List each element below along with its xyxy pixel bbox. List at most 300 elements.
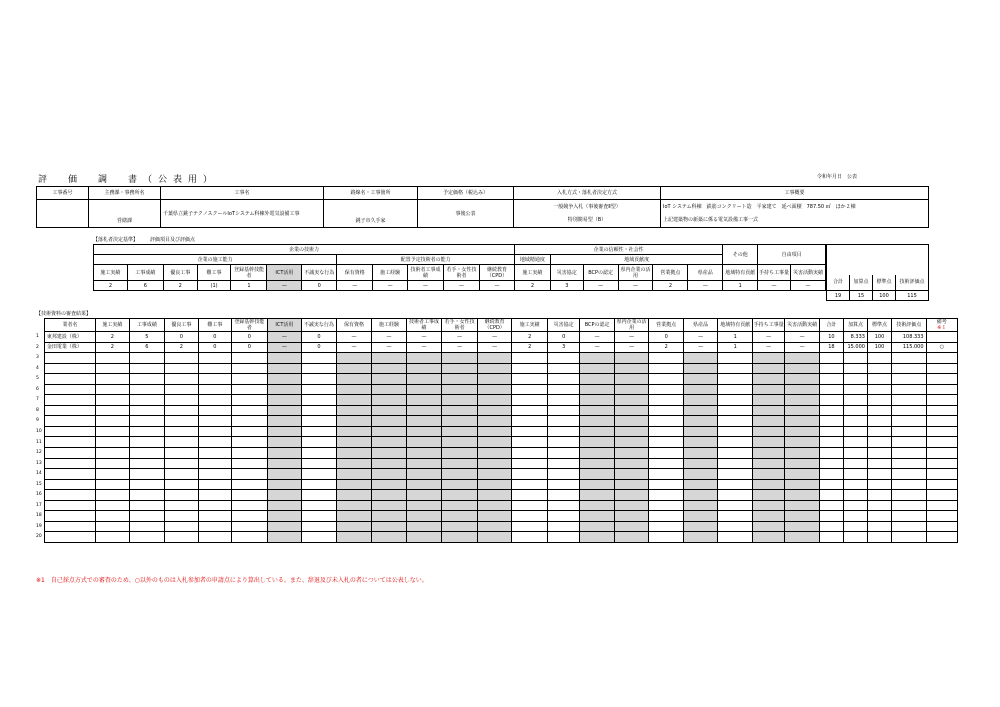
empty-cell xyxy=(129,532,165,543)
empty-cell xyxy=(892,426,927,437)
empty-cell xyxy=(892,374,927,385)
empty-cell xyxy=(683,374,718,385)
score-cell: — xyxy=(614,342,649,353)
item-header: 施工経験 xyxy=(373,265,408,281)
empty-cell xyxy=(867,458,891,469)
empty-cell xyxy=(442,395,478,406)
empty-cell xyxy=(477,416,512,427)
empty-cell xyxy=(649,458,684,469)
empty-cell xyxy=(683,405,718,416)
empty-cell xyxy=(843,521,867,532)
empty-cell xyxy=(580,374,615,385)
empty-cell xyxy=(372,479,407,490)
empty-cell xyxy=(892,458,927,469)
empty-cell xyxy=(165,479,198,490)
empty-cell xyxy=(406,521,442,532)
empty-cell xyxy=(165,521,198,532)
summary-value: 100 xyxy=(873,291,896,301)
item-header: 登録基幹技能者 xyxy=(231,265,267,281)
row-number: 10 xyxy=(36,429,42,434)
empty-cell xyxy=(372,511,407,522)
score-cell: — xyxy=(683,332,718,343)
empty-cell xyxy=(302,448,337,459)
empty-cell xyxy=(926,490,957,501)
empty-cell xyxy=(129,448,165,459)
row-number-header xyxy=(36,319,44,332)
row-number: 3 xyxy=(36,355,39,361)
empty-cell xyxy=(926,500,957,511)
empty-cell xyxy=(752,353,784,364)
empty-cell xyxy=(232,500,268,511)
item-header: 継続教育（CPD） xyxy=(479,265,514,281)
item-header: BCPの認定 xyxy=(580,319,615,332)
empty-cell xyxy=(442,532,478,543)
empty-cell xyxy=(843,448,867,459)
empty-cell xyxy=(336,458,372,469)
empty-cell xyxy=(336,521,372,532)
empty-cell xyxy=(819,384,843,395)
empty-cell xyxy=(267,416,302,427)
empty-cell xyxy=(512,405,548,416)
empty-cell xyxy=(843,395,867,406)
empty-cell xyxy=(477,448,512,459)
score-cell: — xyxy=(752,342,784,353)
empty-cell xyxy=(267,479,302,490)
empty-cell xyxy=(785,374,820,385)
empty-cell xyxy=(614,437,649,448)
score-cell: 0 xyxy=(232,342,268,353)
empty-cell xyxy=(867,395,891,406)
empty-cell xyxy=(843,458,867,469)
empty-cell xyxy=(512,395,548,406)
score-cell: 0 xyxy=(165,332,198,343)
criteria-summary-table xyxy=(826,244,929,301)
empty-cell xyxy=(718,490,753,501)
empty-cell xyxy=(96,395,129,406)
empty-cell xyxy=(752,469,784,480)
empty-cell xyxy=(819,469,843,480)
empty-cell xyxy=(198,490,231,501)
empty-cell xyxy=(96,532,129,543)
empty-cell xyxy=(649,448,684,459)
empty-cell xyxy=(96,374,129,385)
review-header-row xyxy=(36,319,958,332)
empty-cell xyxy=(926,353,957,364)
empty-cell xyxy=(477,426,512,437)
footnote: ※1 自己採点方式での審査のため、○以外のものは入札参加者の申請点により算出している。また、辞退及び未入札の者については公表しない。 xyxy=(36,577,428,584)
summary-cell-1: IoT システム科棟 鉄筋コンクリート造 平家建て 延べ面積 787.50 ㎡ ほか２棟 xyxy=(661,200,929,214)
score-cell: — xyxy=(336,342,372,353)
empty-cell xyxy=(232,363,268,374)
empty-cell xyxy=(649,511,684,522)
empty-cell xyxy=(129,479,165,490)
table-row xyxy=(36,395,958,406)
empty-cell xyxy=(406,363,442,374)
empty-cell xyxy=(232,458,268,469)
item-header: 県産品 xyxy=(683,319,718,332)
criteria-value: — xyxy=(373,281,408,291)
header-cell: 工事名 xyxy=(161,187,324,200)
sub-contrib: 地域貢献度 xyxy=(550,255,722,265)
item-header: 県産品 xyxy=(688,265,723,281)
score-cell: — xyxy=(614,332,649,343)
criteria-value: — xyxy=(337,281,373,291)
empty-cell xyxy=(406,479,442,490)
empty-cell xyxy=(785,490,820,501)
item-header: 県内企業の活用 xyxy=(618,265,653,281)
empty-cell xyxy=(547,384,579,395)
empty-cell xyxy=(44,363,95,374)
empty-cell xyxy=(336,437,372,448)
empty-cell xyxy=(96,469,129,480)
empty-cell xyxy=(649,532,684,543)
empty-cell xyxy=(867,532,891,543)
empty-cell xyxy=(44,521,95,532)
empty-cell xyxy=(614,448,649,459)
empty-cell xyxy=(512,479,548,490)
empty-cell xyxy=(614,500,649,511)
empty-cell xyxy=(926,479,957,490)
empty-cell xyxy=(477,490,512,501)
empty-cell xyxy=(442,500,478,511)
row-number: 15 xyxy=(36,481,42,487)
summary-value: 19 xyxy=(827,291,850,301)
score-cell: — xyxy=(477,342,512,353)
empty-cell xyxy=(547,363,579,374)
row-number: 11 xyxy=(36,439,42,445)
empty-cell xyxy=(649,490,684,501)
other-header: その他 xyxy=(723,245,758,265)
std-cell: 100 xyxy=(867,332,891,343)
empty-cell xyxy=(372,374,407,385)
empty-cell xyxy=(336,469,372,480)
row-number: 18 xyxy=(36,513,42,519)
empty-cell xyxy=(442,353,478,364)
empty-cell xyxy=(892,500,927,511)
empty-cell xyxy=(96,500,129,511)
row-number: 12 xyxy=(36,450,42,456)
table-row xyxy=(36,342,958,353)
summary-header: 技術評価点 xyxy=(892,319,927,332)
empty-cell xyxy=(580,405,615,416)
item-header: 優良工事 xyxy=(165,319,198,332)
empty-cell xyxy=(867,416,891,427)
item-header: 工事成績 xyxy=(129,319,165,332)
empty-cell xyxy=(547,532,579,543)
empty-cell xyxy=(752,395,784,406)
remarks-footnote-ref: ※１ xyxy=(937,325,947,331)
empty-cell xyxy=(752,363,784,374)
criteria-value: — xyxy=(758,281,791,291)
score-cell: 2 xyxy=(96,332,129,343)
empty-cell xyxy=(44,437,95,448)
empty-cell xyxy=(232,437,268,448)
empty-cell xyxy=(477,437,512,448)
row-number: 17 xyxy=(36,502,42,508)
empty-cell xyxy=(477,469,512,480)
table-row xyxy=(36,353,958,364)
score-cell: 0 xyxy=(547,332,579,343)
row-number: 20 xyxy=(36,534,42,540)
empty-cell xyxy=(512,384,548,395)
empty-cell xyxy=(892,416,927,427)
criteria-value: 2 xyxy=(653,281,688,291)
row-number: 13 xyxy=(36,460,42,466)
empty-cell xyxy=(683,511,718,522)
empty-cell xyxy=(683,353,718,364)
empty-cell xyxy=(406,500,442,511)
empty-cell xyxy=(165,511,198,522)
empty-cell xyxy=(785,479,820,490)
empty-cell xyxy=(512,500,548,511)
empty-cell xyxy=(614,426,649,437)
empty-cell xyxy=(198,500,231,511)
table-row xyxy=(36,490,958,501)
score-cell: — xyxy=(683,342,718,353)
empty-cell xyxy=(372,532,407,543)
empty-cell xyxy=(614,363,649,374)
score-cell: — xyxy=(442,332,478,343)
empty-cell xyxy=(198,426,231,437)
empty-cell xyxy=(267,363,302,374)
empty-cell xyxy=(302,490,337,501)
empty-cell xyxy=(442,511,478,522)
empty-cell xyxy=(267,353,302,364)
sub-local: 地域精通度 xyxy=(514,255,550,265)
empty-cell xyxy=(165,416,198,427)
empty-cell xyxy=(232,405,268,416)
score-cell: — xyxy=(442,342,478,353)
empty-cell xyxy=(892,353,927,364)
empty-cell xyxy=(843,426,867,437)
score-cell: 3 xyxy=(547,342,579,353)
criteria-value: 3 xyxy=(550,281,583,291)
empty-cell xyxy=(843,511,867,522)
company-header: 業者名 xyxy=(44,319,95,332)
empty-cell xyxy=(926,532,957,543)
empty-cell xyxy=(372,426,407,437)
header-cell: 主務課・事務所名 xyxy=(89,187,161,200)
item-header: 地域特有貢献 xyxy=(723,265,758,281)
empty-cell xyxy=(547,458,579,469)
empty-cell xyxy=(302,437,337,448)
score-cell: 6 xyxy=(129,342,165,353)
empty-cell xyxy=(718,500,753,511)
empty-cell xyxy=(198,448,231,459)
item-header: 災害活動実績 xyxy=(790,265,825,281)
empty-cell xyxy=(267,448,302,459)
table-row xyxy=(36,458,958,469)
method-cell-1: 一般競争入札（事後審査Ⅱ型） xyxy=(514,200,661,214)
score-cell: — xyxy=(580,342,615,353)
empty-cell xyxy=(406,469,442,480)
summary-value: 115 xyxy=(896,291,929,301)
criteria-value: — xyxy=(444,281,480,291)
item-header: 災害活動実績 xyxy=(785,319,820,332)
empty-cell xyxy=(614,395,649,406)
empty-cell xyxy=(867,374,891,385)
empty-cell xyxy=(926,437,957,448)
empty-cell xyxy=(96,479,129,490)
empty-cell xyxy=(892,405,927,416)
empty-cell xyxy=(819,458,843,469)
empty-cell xyxy=(372,458,407,469)
empty-cell xyxy=(302,374,337,385)
score-cell: 2 xyxy=(165,342,198,353)
header-cell: 予定価格（税込み） xyxy=(418,187,514,200)
item-header: 保有資格 xyxy=(336,319,372,332)
empty-cell xyxy=(649,384,684,395)
empty-cell xyxy=(785,532,820,543)
empty-cell xyxy=(843,353,867,364)
empty-cell xyxy=(614,384,649,395)
empty-cell xyxy=(892,469,927,480)
empty-cell xyxy=(336,448,372,459)
empty-cell xyxy=(926,384,957,395)
empty-cell xyxy=(752,511,784,522)
add-cell: 8.333 xyxy=(843,332,867,343)
empty-cell xyxy=(718,532,753,543)
empty-cell xyxy=(892,437,927,448)
empty-cell xyxy=(406,384,442,395)
item-header: 災害協定 xyxy=(550,265,583,281)
empty-cell xyxy=(614,479,649,490)
empty-cell xyxy=(867,500,891,511)
empty-cell xyxy=(198,374,231,385)
score-cell: — xyxy=(580,332,615,343)
empty-cell xyxy=(718,374,753,385)
empty-cell xyxy=(752,416,784,427)
score-cell: — xyxy=(477,332,512,343)
empty-cell xyxy=(267,490,302,501)
empty-cell xyxy=(819,437,843,448)
empty-cell xyxy=(649,353,684,364)
empty-cell xyxy=(302,384,337,395)
empty-cell xyxy=(867,363,891,374)
item-header: 施工経験 xyxy=(372,319,407,332)
empty-cell xyxy=(683,384,718,395)
header-cell: 入札方式・落札者決定方式 xyxy=(514,187,661,200)
criteria-value: — xyxy=(583,281,618,291)
empty-cell xyxy=(165,469,198,480)
empty-cell xyxy=(477,458,512,469)
empty-cell xyxy=(44,511,95,522)
total-cell: 10 xyxy=(819,332,843,343)
item-header: 手持ち工事量 xyxy=(752,319,784,332)
empty-cell xyxy=(819,416,843,427)
empty-cell xyxy=(129,426,165,437)
empty-cell xyxy=(843,384,867,395)
empty-cell xyxy=(96,416,129,427)
row-number: 9 xyxy=(36,418,39,424)
empty-cell xyxy=(512,416,548,427)
empty-cell xyxy=(843,469,867,480)
add-cell: 15.000 xyxy=(843,342,867,353)
empty-cell xyxy=(165,437,198,448)
empty-cell xyxy=(372,448,407,459)
score-cell: — xyxy=(785,332,820,343)
empty-cell xyxy=(165,384,198,395)
empty-cell xyxy=(614,490,649,501)
empty-cell xyxy=(44,384,95,395)
item-header: 不誠実な行為 xyxy=(302,319,337,332)
empty-cell xyxy=(232,532,268,543)
empty-cell xyxy=(819,374,843,385)
empty-cell xyxy=(198,479,231,490)
empty-cell xyxy=(649,437,684,448)
empty-cell xyxy=(129,490,165,501)
item-header: 難工事 xyxy=(198,319,231,332)
empty-cell xyxy=(819,521,843,532)
score-cell: 0 xyxy=(198,332,231,343)
empty-cell xyxy=(649,374,684,385)
empty-cell xyxy=(129,521,165,532)
empty-cell xyxy=(752,374,784,385)
item-header: 県内企業の活用 xyxy=(614,319,649,332)
row-number: 8 xyxy=(36,407,39,413)
empty-cell xyxy=(718,437,753,448)
table-row xyxy=(36,384,958,395)
empty-cell xyxy=(336,490,372,501)
item-header: 施工実績 xyxy=(94,265,128,281)
overview-table xyxy=(36,186,929,228)
empty-cell xyxy=(892,511,927,522)
item-header: 若手・女性技術者 xyxy=(444,265,480,281)
header-cell: 路線名・工事箇所 xyxy=(324,187,418,200)
empty-cell xyxy=(649,469,684,480)
empty-cell xyxy=(926,395,957,406)
item-header: ICT活用 xyxy=(267,265,302,281)
empty-cell xyxy=(752,532,784,543)
empty-cell xyxy=(580,521,615,532)
summary-header: 加算点 xyxy=(843,319,867,332)
empty-cell xyxy=(232,479,268,490)
empty-cell xyxy=(336,532,372,543)
empty-cell xyxy=(442,521,478,532)
empty-cell xyxy=(843,490,867,501)
empty-cell xyxy=(512,426,548,437)
empty-cell xyxy=(336,384,372,395)
empty-cell xyxy=(718,416,753,427)
empty-cell xyxy=(44,416,95,427)
empty-cell xyxy=(752,405,784,416)
empty-cell xyxy=(232,521,268,532)
empty-cell xyxy=(512,353,548,364)
criteria-value: 2 xyxy=(514,281,550,291)
item-header: 施工実績 xyxy=(512,319,548,332)
empty-cell xyxy=(649,479,684,490)
empty-cell xyxy=(198,363,231,374)
summary-header: 標準点 xyxy=(873,275,896,291)
empty-cell xyxy=(785,416,820,427)
empty-cell xyxy=(267,437,302,448)
empty-cell xyxy=(129,384,165,395)
empty-cell xyxy=(926,448,957,459)
table-row xyxy=(36,374,958,385)
empty-cell xyxy=(683,363,718,374)
row-number: 5 xyxy=(36,376,39,382)
empty-cell xyxy=(683,469,718,480)
empty-cell xyxy=(649,416,684,427)
empty-cell xyxy=(406,426,442,437)
row-number: 2 xyxy=(36,344,39,350)
empty-cell xyxy=(580,490,615,501)
empty-cell xyxy=(785,363,820,374)
empty-cell xyxy=(267,458,302,469)
empty-cell xyxy=(614,521,649,532)
empty-cell xyxy=(926,374,957,385)
table-row xyxy=(36,521,958,532)
